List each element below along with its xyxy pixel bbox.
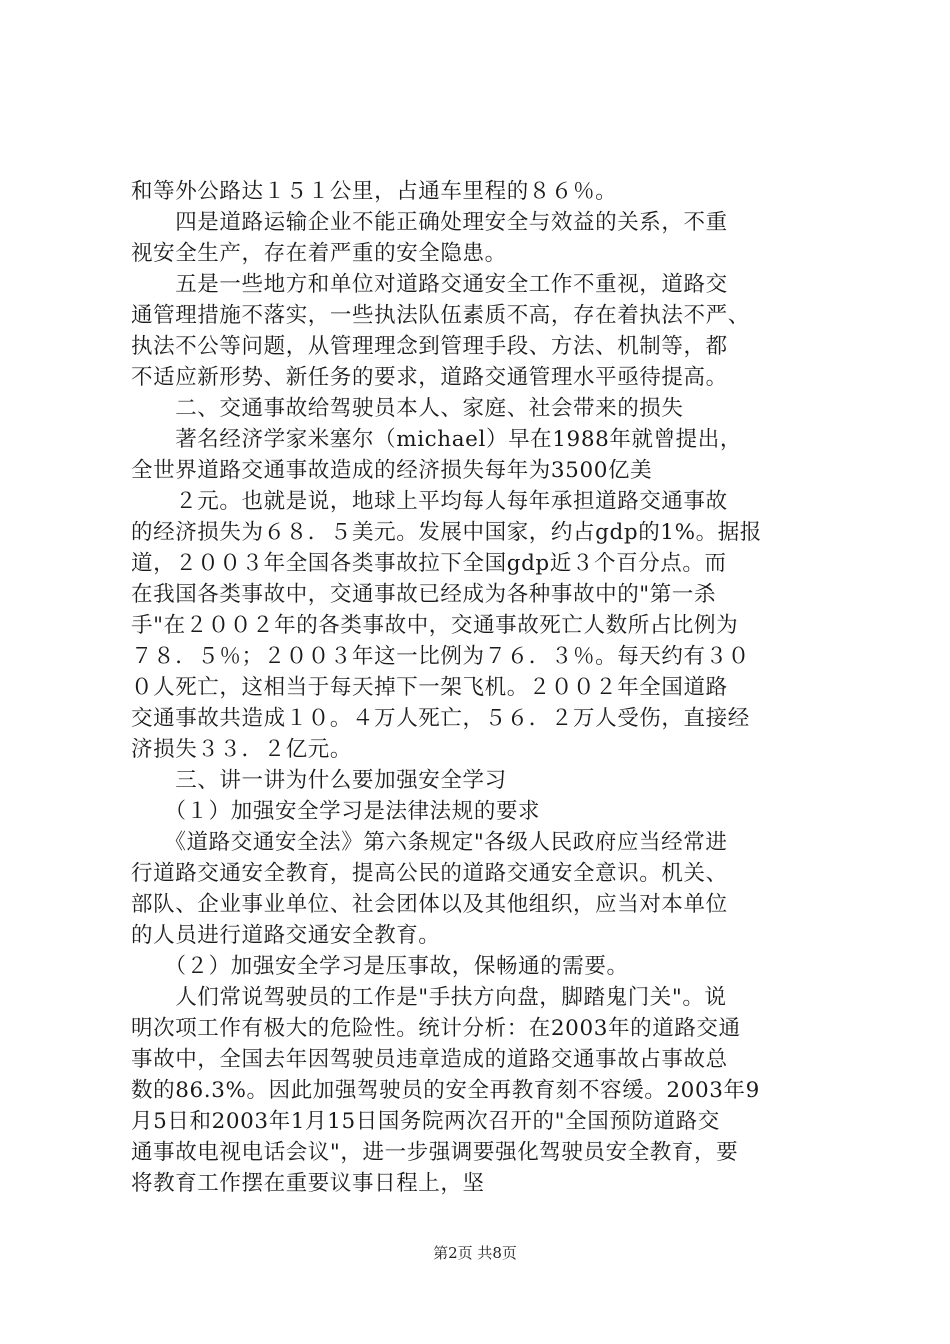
text-line: 不适应新形势、新任务的要求，道路交通管理水平亟待提高。 bbox=[131, 365, 728, 390]
text-line: 道，２００３年全国各类事故拉下全国gdp近３个百分点。而 bbox=[131, 551, 727, 576]
text-line: 部队、企业事业单位、社会团体以及其他组织，应当对本单位 bbox=[131, 892, 728, 917]
text-line: 视安全生产，存在着严重的安全隐患。 bbox=[131, 241, 507, 266]
text-line: 手"在２００２年的各类事故中，交通事故死亡人数所占比例为 bbox=[131, 613, 739, 638]
text-line: 在我国各类事故中，交通事故已经成为各种事故中的"第一杀 bbox=[131, 582, 717, 607]
text-line: 将教育工作摆在重要议事日程上，坚 bbox=[131, 1171, 485, 1196]
body-text bbox=[131, 176, 831, 1199]
subsection-heading: （１）加强安全学习是法律法规的要求 bbox=[131, 799, 541, 824]
text-line: ２元。也就是说，地球上平均每人每年承担道路交通事故 bbox=[131, 489, 728, 514]
text-line: 著名经济学家米塞尔（michael）早在1988年就曾提出， bbox=[131, 427, 742, 452]
page-number-footer: 第2页 共8页 bbox=[433, 1244, 517, 1262]
section-heading: 三、讲一讲为什么要加强安全学习 bbox=[131, 768, 507, 793]
text-line: ０人死亡，这相当于每天掉下一架飞机。２００２年全国道路 bbox=[131, 675, 728, 700]
text-line: 人们常说驾驶员的工作是"手扶方向盘，脚踏鬼门关"。说 bbox=[131, 985, 727, 1010]
section-heading: 二、交通事故给驾驶员本人、家庭、社会带来的损失 bbox=[131, 396, 684, 421]
text-line: 执法不公等问题，从管理理念到管理手段、方法、机制等，都 bbox=[131, 334, 728, 359]
text-line: 的经济损失为６８．５美元。发展中国家，约占gdp的1%。据报 bbox=[131, 520, 762, 545]
text-line: 通事故电视电话会议"，进一步强调要强化驾驶员安全教育，要 bbox=[131, 1140, 739, 1165]
text-line: 通管理措施不落实，一些执法队伍素质不高，存在着执法不严、 bbox=[131, 303, 750, 328]
subsection-heading: （２）加强安全学习是压事故，保畅通的需要。 bbox=[131, 954, 629, 979]
text-line: ７８．５％；２００３年这一比例为７６．３％。每天约有３０ bbox=[131, 644, 750, 669]
text-line: 济损失３３．２亿元。 bbox=[131, 737, 353, 762]
text-line: 月5日和2003年1月15日国务院两次召开的"全国预防道路交 bbox=[131, 1109, 720, 1134]
text-line: 事故中，全国去年因驾驶员违章造成的道路交通事故占事故总 bbox=[131, 1047, 728, 1072]
text-line: 五是一些地方和单位对道路交通安全工作不重视，道路交 bbox=[131, 272, 728, 297]
text-line: 《道路交通安全法》第六条规定"各级人民政府应当经常进 bbox=[131, 830, 728, 855]
text-line: 四是道路运输企业不能正确处理安全与效益的关系，不重 bbox=[131, 210, 728, 235]
text-line: 全世界道路交通事故造成的经济损失每年为3500亿美 bbox=[131, 458, 653, 483]
text-line: 和等外公路达１５１公里，占通车里程的８６％。 bbox=[131, 179, 618, 204]
text-line: 明次项工作有极大的危险性。统计分析：在2003年的道路交通 bbox=[131, 1016, 741, 1041]
text-line: 行道路交通安全教育，提高公民的道路交通安全意识。机关、 bbox=[131, 861, 728, 886]
text-line: 的人员进行道路交通安全教育。 bbox=[131, 923, 441, 948]
text-line: 交通事故共造成１０。４万人死亡，５６．２万人受伤，直接经 bbox=[131, 706, 750, 731]
text-line: 数的86.3%。因此加强驾驶员的安全再教育刻不容缓。2003年9 bbox=[131, 1078, 760, 1103]
